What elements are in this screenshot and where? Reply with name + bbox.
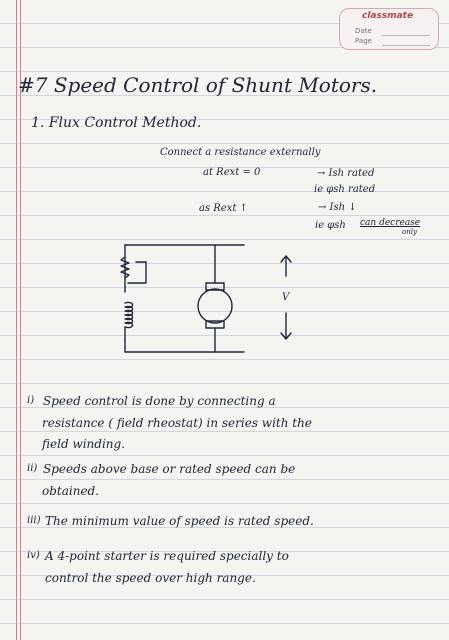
note-line-4: as Rext ↑ [199,203,248,214]
point-2-line-2: obtained. [42,484,100,498]
point-4-line-1: A 4-point starter is required specially to [45,549,289,563]
point-2-marker: ii) [27,463,38,474]
point-3-line-1: The minimum value of speed is rated speed. [45,514,314,528]
rheostat-wiper [128,262,146,283]
note-line-5-tail-2: only [402,228,417,236]
date-label: Date [355,27,372,35]
point-3-marker: iii) [27,515,41,526]
point-2-line-1: Speeds above base or rated speed can be [43,462,296,476]
point-1-line-2: resistance ( field rheostat) in series with the [42,416,312,430]
field-winding-coil [125,302,133,327]
section-heading: 1. Flux Control Method. [31,115,202,131]
point-4-marker: iv) [27,550,40,561]
note-line-3-result: ie φsh rated [314,184,376,195]
point-1-marker: i) [27,395,35,406]
page-label: Page [355,37,372,45]
note-line-2: at Rext = 0 [203,167,261,178]
voltage-arrow-up [281,256,291,276]
note-line-1: Connect a resistance externally [160,147,321,158]
point-1-line-1: Speed control is done by connecting a [43,394,276,408]
point-1-line-3: field winding. [42,437,126,451]
note-line-5-result: ie φsh [315,220,346,231]
note-line-4-result: → Ish ↓ [318,202,357,213]
point-4-line-2: control the speed over high range. [45,571,256,585]
page-title: #7 Speed Control of Shunt Motors. [18,73,378,97]
voltage-label: V [282,292,290,303]
motor-armature [198,289,232,323]
voltage-arrow-down [281,313,291,339]
note-line-2-result: → Ish rated [317,168,375,179]
brand-label: classmate [362,11,414,21]
note-line-5-tail: can decrease [360,218,421,228]
